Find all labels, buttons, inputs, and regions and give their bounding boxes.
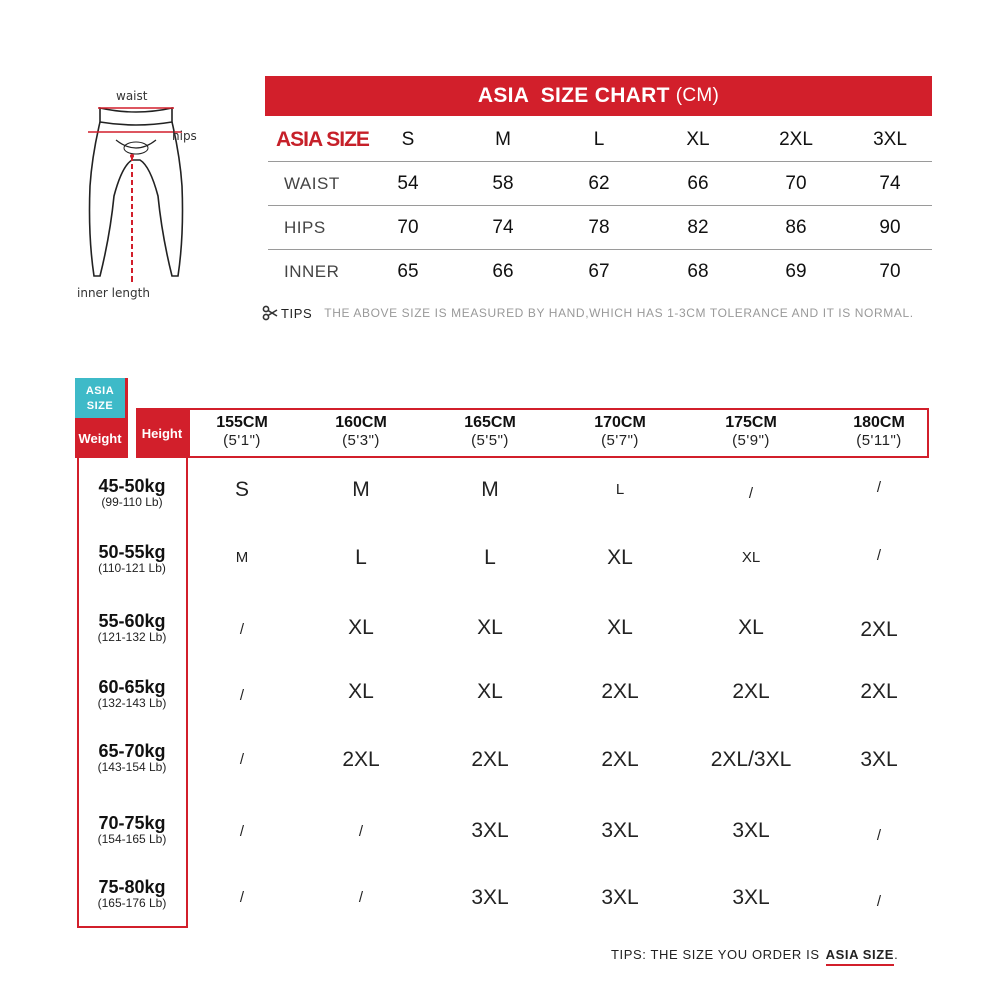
- leggings-figure: [70, 86, 220, 302]
- height-ft: (5'3"): [342, 432, 380, 449]
- size-cell: 2XL: [342, 748, 380, 771]
- size-cell: 2XL: [471, 748, 509, 771]
- weight-kg: 60-65kg: [98, 677, 166, 697]
- measurement-cell: 66: [492, 261, 514, 282]
- weight-cell: [80, 611, 184, 644]
- size-cell: 2XL: [860, 680, 898, 703]
- size-cell: 3XL: [860, 748, 898, 771]
- size-cell: M: [481, 478, 499, 501]
- size-cell: XL: [348, 616, 374, 639]
- measurement-cell: 74: [879, 173, 901, 194]
- asia-tag-line1: ASIA: [85, 385, 115, 397]
- tips-text: THE ABOVE SIZE IS MEASURED BY HAND,WHICH HAS 1-3CM TOLERANCE AND IT IS NORMAL.: [324, 306, 914, 320]
- measurement-cell: 70: [785, 173, 807, 194]
- measurement-cell: 65: [397, 261, 419, 282]
- weight-kg: 70-75kg: [98, 813, 166, 833]
- tag-strip: [125, 378, 128, 458]
- height-ft: (5'11"): [856, 432, 902, 449]
- weight-cell: [80, 813, 184, 846]
- top-header-row: [268, 118, 932, 162]
- size-cell: XL: [477, 680, 503, 703]
- height-ft: (5'7"): [601, 432, 639, 449]
- weight-kg: 75-80kg: [98, 877, 166, 897]
- size-cell: M: [235, 549, 249, 566]
- height-ft: (5'5"): [471, 432, 509, 449]
- size-cell: /: [239, 889, 245, 906]
- size-header-cell: 2XL: [779, 129, 813, 150]
- size-cell: 2XL/3XL: [710, 748, 792, 771]
- height-header-cell: [430, 413, 550, 449]
- height-cm: 165CM: [464, 414, 516, 431]
- size-cell: 2XL: [860, 618, 898, 641]
- tips-word: TIPS: [281, 305, 313, 321]
- weight-lb: (99-110 Lb): [101, 495, 163, 509]
- measurement-cell: 58: [492, 173, 514, 194]
- hips-label: hips: [172, 129, 197, 143]
- size-cell: /: [358, 823, 364, 840]
- bottom-tips-emphasis: ASIA SIZE: [826, 947, 894, 966]
- size-cell: XL: [607, 546, 633, 569]
- size-cell: 2XL: [601, 748, 639, 771]
- size-cell: 3XL: [471, 886, 509, 909]
- size-cell: L: [484, 546, 496, 569]
- hips-row: [268, 206, 932, 250]
- bottom-tips-prefix: TIPS: THE SIZE YOU ORDER IS: [611, 947, 820, 962]
- inner-length-label: inner length: [77, 286, 150, 300]
- size-cell: L: [615, 481, 625, 498]
- measurement-cell: 78: [588, 217, 610, 238]
- asia-size-header: ASIA SIZE: [276, 128, 369, 151]
- weight-kg: 50-55kg: [98, 542, 166, 562]
- weight-kg: 55-60kg: [98, 611, 166, 631]
- weight-cell: [80, 476, 184, 509]
- weight-lb: (154-165 Lb): [97, 832, 167, 846]
- waist-row: [268, 162, 932, 206]
- size-cell: M: [352, 478, 370, 501]
- scissors-icon: [262, 305, 278, 321]
- size-cell: XL: [477, 616, 503, 639]
- size-header-cell: 3XL: [873, 129, 907, 150]
- measurement-cell: 66: [687, 173, 709, 194]
- weight-cell: [80, 741, 184, 774]
- measurement-cell: 62: [588, 173, 610, 194]
- measurement-cell: 54: [397, 173, 419, 194]
- measurement-cell: 69: [785, 261, 807, 282]
- height-ft: (5'1"): [223, 432, 261, 449]
- size-cell: /: [748, 485, 754, 502]
- size-cell: /: [239, 751, 245, 768]
- weight-lb: (143-154 Lb): [97, 760, 167, 774]
- size-cell: XL: [607, 616, 633, 639]
- weight-kg: 65-70kg: [98, 741, 166, 761]
- measurement-cell: 90: [879, 217, 901, 238]
- size-header-cell: M: [495, 129, 511, 150]
- size-cell: /: [876, 479, 882, 496]
- measurement-cell: 67: [588, 261, 610, 282]
- asia-tag-line2: SIZE: [86, 400, 114, 412]
- size-cell: 3XL: [601, 819, 639, 842]
- size-cell: 3XL: [471, 819, 509, 842]
- measurement-cell: 70: [397, 217, 419, 238]
- weight-cell: [80, 542, 184, 575]
- height-cm: 175CM: [725, 414, 777, 431]
- size-header-cell: S: [401, 129, 415, 150]
- measurement-cell: 82: [687, 217, 709, 238]
- weight-lb: (165-176 Lb): [97, 896, 167, 910]
- height-header-cell: [301, 413, 421, 449]
- height-cm: 170CM: [594, 414, 646, 431]
- weight-cell: [80, 877, 184, 910]
- measurement-cell: 74: [492, 217, 514, 238]
- weight-lb: (110-121 Lb): [98, 561, 166, 575]
- measurement-cell: 86: [785, 217, 807, 238]
- bottom-tips: [611, 947, 898, 962]
- size-cell: /: [876, 827, 882, 844]
- measurement-cell: 70: [879, 261, 901, 282]
- size-cell: 2XL: [732, 680, 770, 703]
- asia-size-tag: [75, 378, 125, 422]
- size-cell: /: [239, 823, 245, 840]
- size-cell: /: [239, 621, 245, 638]
- asia-size-chart-banner: [265, 76, 932, 116]
- height-cm: 160CM: [335, 414, 387, 431]
- size-header-cell: XL: [686, 129, 710, 150]
- height-header-cell: [182, 413, 302, 449]
- height-tag: Height: [136, 408, 188, 458]
- size-cell: /: [239, 687, 245, 704]
- size-cell: /: [876, 547, 882, 564]
- size-cell: 3XL: [732, 886, 770, 909]
- weight-kg: 45-50kg: [98, 476, 166, 496]
- measurement-cell: 68: [687, 261, 709, 282]
- size-cell: XL: [348, 680, 374, 703]
- weight-lb: (132-143 Lb): [97, 696, 167, 710]
- size-cell: S: [234, 478, 249, 501]
- height-cm: 180CM: [853, 414, 905, 431]
- size-cell: XL: [741, 549, 761, 566]
- size-cell: 3XL: [601, 886, 639, 909]
- size-cell: /: [358, 889, 364, 906]
- waist-label: waist: [116, 89, 148, 103]
- size-cell: /: [876, 893, 882, 910]
- bottom-tips-period: .: [894, 947, 899, 962]
- height-cm: 155CM: [216, 414, 268, 431]
- size-header-cell: L: [593, 129, 605, 150]
- size-cell: 3XL: [732, 819, 770, 842]
- height-header-cell: [560, 413, 680, 449]
- size-cell: 2XL: [601, 680, 639, 703]
- leggings-outline-icon: [70, 86, 220, 302]
- height-header-cell: [691, 413, 811, 449]
- size-cell: L: [355, 546, 367, 569]
- tips-line: [262, 304, 914, 322]
- banner-unit: (CM): [675, 85, 720, 106]
- weight-lb: (121-132 Lb): [97, 630, 167, 644]
- row-label: WAIST: [284, 174, 340, 193]
- weight-tag: Weight: [75, 418, 125, 458]
- inner-row: [268, 250, 932, 294]
- row-label: HIPS: [284, 218, 326, 237]
- weight-cell: [80, 677, 184, 710]
- size-cell: XL: [738, 616, 764, 639]
- row-label: INNER: [284, 262, 340, 281]
- height-header-cell: [819, 413, 939, 449]
- height-ft: (5'9"): [732, 432, 770, 449]
- banner-title: ASIA SIZE CHART: [477, 84, 670, 107]
